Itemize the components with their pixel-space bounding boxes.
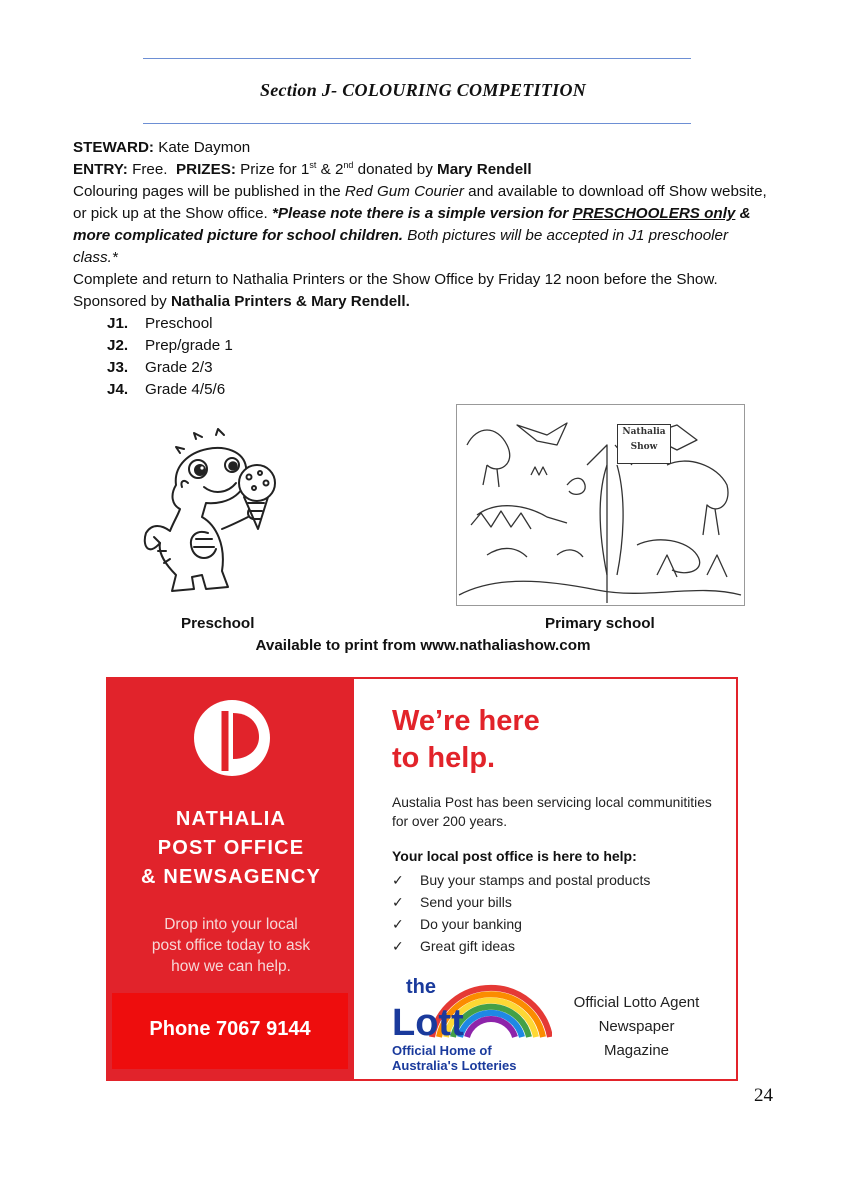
publish-paragraph xyxy=(73,181,773,269)
section-title: Section J- COLOURING COMPETITION xyxy=(259,80,587,100)
check-icon: ✓ xyxy=(392,916,404,932)
agent-line2: Newspaper xyxy=(598,1018,675,1035)
preschool-dinosaur-image xyxy=(136,425,304,603)
prize-donor: Mary Rendell xyxy=(437,161,532,178)
class-code: J2. xyxy=(107,337,129,354)
drop-in-message xyxy=(108,914,354,977)
entry-label: ENTRY: xyxy=(73,161,128,178)
return-text: Complete and return to Nathalia Printers or the Show Office by Friday 12 noon before the Show. Sponsored by xyxy=(73,271,718,310)
prizes-sup-st: st xyxy=(309,159,317,170)
class-name: Preschool xyxy=(145,315,213,332)
lott-word-text: Lott xyxy=(392,1002,464,1041)
class-code: J3. xyxy=(107,359,129,376)
class-item xyxy=(107,335,773,357)
class-code: J4. xyxy=(107,381,129,398)
class-name: Grade 4/5/6 xyxy=(145,381,226,398)
lott-tagline xyxy=(392,1043,516,1073)
note-c: & more complicated picture for school children. xyxy=(73,205,751,244)
phone-box xyxy=(112,993,348,1069)
class-item xyxy=(107,357,773,379)
check-icon: ✓ xyxy=(392,938,404,954)
steward-line xyxy=(73,137,773,159)
sponsors: Nathalia Printers & Mary Rendell. xyxy=(170,293,410,310)
show-sign-line2: Show xyxy=(630,442,658,452)
note-preschoolers: PRESCHOOLERS only xyxy=(572,205,736,222)
prizes-text-b: & 2 xyxy=(316,161,344,178)
servicing-text: Austalia Post has been servicing local communitities for over 200 years. xyxy=(392,795,712,829)
ad-red-panel xyxy=(108,679,354,1079)
check-icon: ✓ xyxy=(392,894,404,910)
show-sign-line1: Nathalia xyxy=(622,427,666,437)
ad-headline-line2: to help. xyxy=(392,742,496,774)
prizes-text-c: donated by xyxy=(353,161,433,178)
note-d: Both pictures will be accepted in J1 preschooler class.* xyxy=(73,227,729,266)
lott-tagline-line2: Australia's Lotteries xyxy=(392,1058,517,1073)
business-name-line1: NATHALIA xyxy=(175,808,287,830)
bottom-rule xyxy=(143,123,691,124)
section-body xyxy=(73,137,773,401)
service-item xyxy=(392,913,650,935)
class-name: Grade 2/3 xyxy=(145,359,213,376)
return-paragraph xyxy=(73,269,773,313)
agent-line3: Magazine xyxy=(603,1042,670,1059)
service-item xyxy=(392,869,650,891)
steward-label: STEWARD: xyxy=(73,139,154,156)
business-name xyxy=(108,805,354,892)
drop-in-line2: post office today to ask xyxy=(151,937,311,954)
entry-value: Free. xyxy=(132,161,168,178)
service-item xyxy=(392,935,650,957)
newspaper-name: Red Gum Courier xyxy=(344,183,464,200)
phone-number: Phone 7067 9144 xyxy=(149,1018,311,1040)
service-label: Do your banking xyxy=(420,916,522,932)
services-list xyxy=(392,869,650,957)
class-name: Prep/grade 1 xyxy=(145,337,233,354)
prizes-label: PRIZES: xyxy=(175,161,236,178)
lott-the-text: the xyxy=(406,976,436,998)
check-icon: ✓ xyxy=(392,872,404,888)
prizes-text-a: Prize for 1 xyxy=(240,161,310,178)
steward-name: Kate Daymon xyxy=(158,139,251,156)
primary-school-image xyxy=(456,404,745,606)
class-code: J1. xyxy=(107,315,129,332)
post-office-advertisement xyxy=(106,677,738,1081)
prizes-sup-nd: nd xyxy=(343,159,354,170)
service-label: Buy your stamps and postal products xyxy=(420,872,651,888)
entry-line xyxy=(73,159,773,181)
top-rule xyxy=(143,58,691,59)
ad-headline xyxy=(392,703,540,777)
page-number: 24 xyxy=(754,1085,773,1106)
australia-post-logo-icon xyxy=(193,699,271,782)
service-item xyxy=(392,891,650,913)
business-name-line2: POST OFFICE xyxy=(157,837,305,859)
publish-pre: Colouring pages will be published in the xyxy=(73,183,341,200)
show-sign xyxy=(617,424,671,464)
note-a: *Please note there is a simple version for xyxy=(271,205,569,222)
business-name-line3: & NEWSAGENCY xyxy=(141,866,321,888)
ad-white-panel xyxy=(354,679,736,1079)
print-availability: Available to print from www.nathaliashow.com xyxy=(255,637,591,654)
drop-in-line1: Drop into your local xyxy=(164,916,298,933)
lott-tagline-line1: Official Home of xyxy=(392,1043,492,1058)
primary-caption: Primary school xyxy=(545,615,655,632)
the-lott-logo-icon xyxy=(392,963,552,1046)
class-item xyxy=(107,313,773,335)
service-label: Send your bills xyxy=(420,894,512,910)
agent-line1: Official Lotto Agent xyxy=(573,994,700,1011)
publish-post: and available to download off Show website, or pick up at the Show office. xyxy=(73,183,767,222)
ad-headline-line1: We’re here xyxy=(392,705,540,737)
services-heading: Your local post office is here to help: xyxy=(392,848,637,864)
service-label: Great gift ideas xyxy=(420,938,515,954)
class-list xyxy=(107,313,773,401)
class-item xyxy=(107,379,773,401)
agent-info xyxy=(554,991,719,1063)
preschool-caption: Preschool xyxy=(181,615,255,632)
drop-in-line3: how we can help. xyxy=(171,958,291,975)
